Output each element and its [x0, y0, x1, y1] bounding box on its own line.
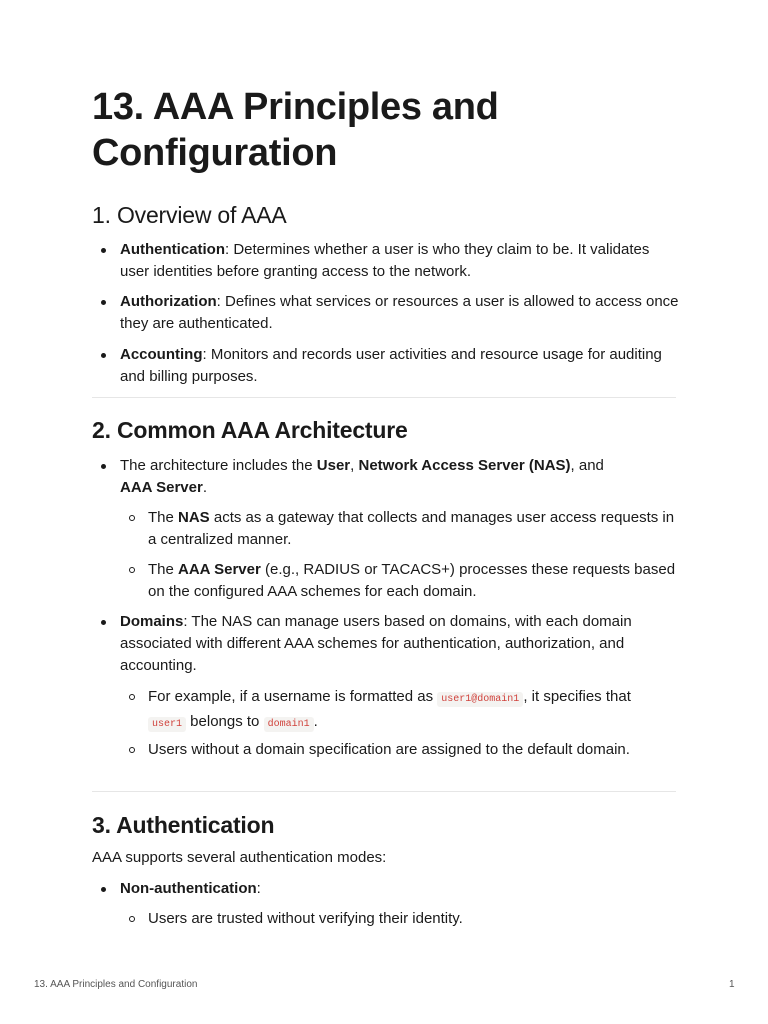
- sub-list-item: [148, 559, 680, 603]
- sub-list-item: [148, 908, 680, 930]
- bullet-icon: [101, 620, 106, 625]
- section-heading-overview: 1. Overview of AAA: [92, 202, 287, 228]
- text: , and: [570, 457, 604, 474]
- page-number: 1: [729, 979, 735, 990]
- section-divider: [92, 791, 676, 792]
- text: Users are trusted without verifying their identity.: [148, 910, 463, 927]
- text: belongs to: [186, 713, 264, 730]
- text: ,: [350, 457, 359, 474]
- text: :: [256, 880, 261, 897]
- text: .: [313, 713, 318, 730]
- sub-list-item: [148, 739, 680, 761]
- list-item: [120, 344, 680, 388]
- list-item: [120, 291, 680, 335]
- definition: : Determines whether a user is who they claim to be. It validates user identities before granting access to the network.: [120, 241, 650, 280]
- text: For example, if a username is formatted as: [148, 688, 438, 705]
- term: Network Access Server (NAS): [358, 457, 571, 474]
- list-item: [120, 455, 680, 499]
- footer-title: 13. AAA Principles and Configuration: [34, 979, 198, 990]
- circle-bullet-icon: [129, 515, 135, 521]
- section-divider: [92, 397, 676, 398]
- section-heading-architecture: 2. Common AAA Architecture: [92, 417, 408, 443]
- text: The: [148, 509, 179, 526]
- text: The: [148, 561, 179, 578]
- list-item: [120, 239, 680, 283]
- bullet-icon: [101, 464, 106, 469]
- sub-list-item: [148, 686, 680, 736]
- circle-bullet-icon: [129, 747, 135, 753]
- term: Authentication: [120, 241, 225, 258]
- text: The architecture includes the: [120, 457, 317, 474]
- definition: : Defines what services or resources a user is allowed to access once they are authenticated.: [120, 293, 679, 332]
- term: AAA Server: [120, 479, 203, 496]
- inline-code: domain1: [264, 717, 314, 732]
- text: (e.g., RADIUS or TACACS+) processes these requests based on the configured AAA schemes for each domain.: [148, 561, 676, 600]
- term: Domains: [120, 613, 184, 630]
- list-item: [120, 611, 680, 677]
- section-heading-authentication: 3. Authentication: [92, 812, 275, 838]
- text: , it specifies that: [523, 688, 631, 705]
- bullet-icon: [101, 300, 106, 305]
- inline-code: user1: [148, 717, 186, 732]
- inline-code: user1@domain1: [437, 692, 523, 707]
- circle-bullet-icon: [129, 916, 135, 922]
- sub-list-item: [148, 507, 680, 551]
- definition: : The NAS can manage users based on domains, with each domain associated with different AAA schemes for authentication, authorization, and accounting.: [120, 613, 632, 674]
- term: Authorization: [120, 293, 217, 310]
- page-title: 13. AAA Principles and Configuration: [92, 86, 499, 174]
- circle-bullet-icon: [129, 567, 135, 573]
- bullet-icon: [101, 248, 106, 253]
- term: User: [316, 457, 351, 474]
- definition: : Monitors and records user activities and resource usage for auditing and billing purposes.: [120, 346, 662, 385]
- term: Accounting: [120, 346, 203, 363]
- text: Users without a domain specification are assigned to the default domain.: [148, 741, 630, 758]
- list-item: [120, 878, 680, 900]
- bullet-icon: [101, 353, 106, 358]
- bullet-icon: [101, 887, 106, 892]
- paragraph: AAA supports several authentication modes:: [92, 849, 387, 866]
- term: AAA Server: [178, 561, 261, 578]
- text: .: [202, 479, 207, 496]
- circle-bullet-icon: [129, 694, 135, 700]
- term: NAS: [178, 509, 210, 526]
- text: acts as a gateway that collects and manages user access requests in a centralized manner.: [148, 509, 675, 548]
- term: Non-authentication: [120, 880, 257, 897]
